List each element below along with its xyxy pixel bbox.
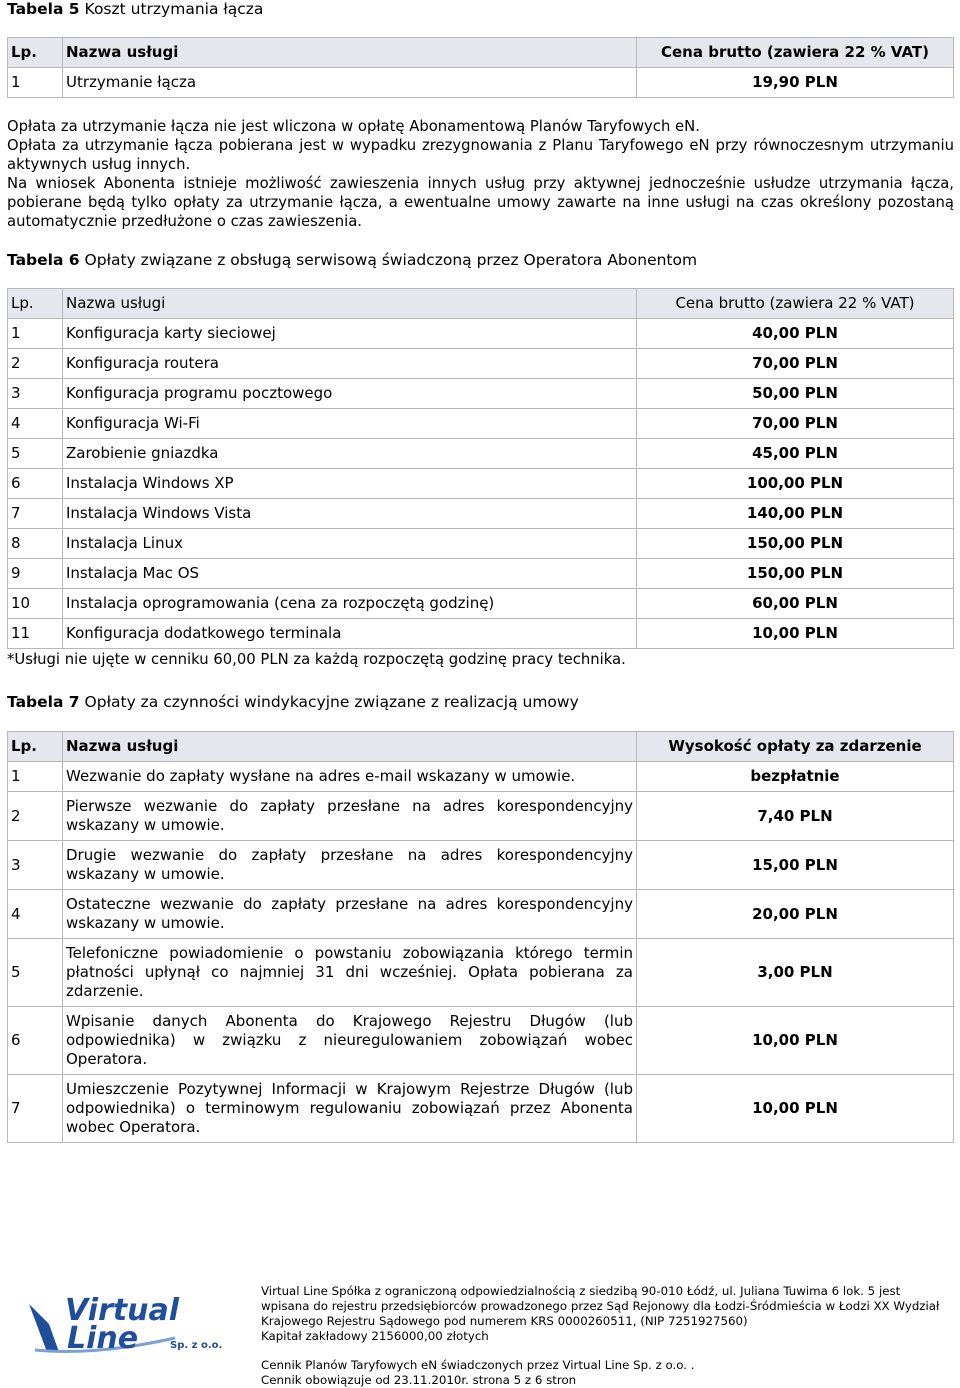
service-name-cell: Ostateczne wezwanie do zapłaty przesłane na adres korespondencyjny wskazany w umowie.	[63, 890, 637, 939]
table-row	[8, 890, 954, 939]
table6-caption	[7, 251, 697, 269]
table7-header-name: Nazwa usługi	[63, 732, 637, 762]
table-row	[8, 439, 954, 469]
service-name-cell: Instalacja Windows XP	[63, 469, 637, 499]
table6-footnote: *Usługi nie ujęte w cenniku 60,00 PLN za każdą rozpoczętą godzinę pracy technika.	[7, 651, 626, 668]
logo-word-line: Line	[67, 1321, 139, 1356]
price-cell: 7,40 PLN	[637, 792, 954, 841]
table-row	[8, 559, 954, 589]
lp-cell: 4	[8, 409, 63, 439]
lp-cell: 1	[8, 762, 63, 792]
lp-cell: 3	[8, 379, 63, 409]
logo-word-virtual: Virtual	[65, 1293, 179, 1328]
price-cell: bezpłatnie	[637, 762, 954, 792]
table-row	[8, 499, 954, 529]
lp-cell: 2	[8, 792, 63, 841]
price-cell: 20,00 PLN	[637, 890, 954, 939]
price-cell: 100,00 PLN	[637, 469, 954, 499]
service-name-cell: Konfiguracja routera	[63, 349, 637, 379]
service-name-cell: Zarobienie gniazdka	[63, 439, 637, 469]
service-name-cell: Instalacja Windows Vista	[63, 499, 637, 529]
lp-cell: 10	[8, 589, 63, 619]
price-cell: 150,00 PLN	[637, 529, 954, 559]
table6-header-row	[8, 289, 954, 319]
lp-cell: 1	[8, 319, 63, 349]
table6-header-name: Nazwa usługi	[63, 289, 637, 319]
footer-line-5: Cennik Planów Taryfowych eN świadczonych przez Virtual Line Sp. z o.o. .	[261, 1358, 695, 1372]
table6-header-lp: Lp.	[8, 289, 63, 319]
lp-cell: 3	[8, 841, 63, 890]
footer-spacer	[261, 1344, 951, 1358]
note-paragraph-1: Opłata za utrzymanie łącza nie jest wliczona w opłatę Abonamentową Planów Taryfowych eN.	[7, 118, 700, 135]
table6-caption-text: Opłaty związane z obsługą serwisową świadczoną przez Operatora Abonentom	[84, 251, 698, 269]
lp-cell: 2	[8, 349, 63, 379]
table5	[7, 37, 954, 98]
footer-line-1: Virtual Line Spółka z ograniczoną odpowiedzialnością z siedzibą 90-010 Łódź, ul. Juliana Tuwima 6 lok. 5 jest	[261, 1284, 901, 1298]
page-footer	[261, 1284, 951, 1388]
service-name-cell: Konfiguracja karty sieciowej	[63, 319, 637, 349]
table7-header-row	[8, 732, 954, 762]
table-row	[8, 319, 954, 349]
service-name-cell: Utrzymanie łącza	[63, 68, 637, 98]
price-cell: 50,00 PLN	[637, 379, 954, 409]
table5-header-name: Nazwa usługi	[63, 38, 637, 68]
table-row	[8, 1007, 954, 1075]
price-cell: 15,00 PLN	[637, 841, 954, 890]
table7-caption-label: Tabela 7	[7, 693, 80, 711]
lp-cell: 8	[8, 529, 63, 559]
service-name-cell: Wpisanie danych Abonenta do Krajowego Rejestru Długów (lub odpowiednika) w związku z nieuregulowaniem zobowiązań wobec Operatora.	[63, 1007, 637, 1075]
table5-caption-text: Koszt utrzymania łącza	[84, 0, 264, 18]
service-name-cell: Wezwanie do zapłaty wysłane na adres e-mail wskazany w umowie.	[63, 762, 637, 792]
table-row	[8, 68, 954, 98]
table7-caption	[7, 693, 579, 711]
table5-header-row	[8, 38, 954, 68]
service-name-cell: Telefoniczne powiadomienie o powstaniu zobowiązania którego termin płatności upłynął co najmniej 31 dni wcześniej. Opłata pobierana za zdarzenie.	[63, 939, 637, 1007]
price-cell: 10,00 PLN	[637, 1075, 954, 1143]
lp-cell: 9	[8, 559, 63, 589]
lp-cell: 6	[8, 469, 63, 499]
lp-cell: 4	[8, 890, 63, 939]
table-row	[8, 529, 954, 559]
service-name-cell: Drugie wezwanie do zapłaty przesłane na adres korespondencyjny wskazany w umowie.	[63, 841, 637, 890]
footer-line-4: Kapitał zakładowy 2156000,00 złotych	[261, 1329, 489, 1343]
service-name-cell: Umieszczenie Pozytywnej Informacji w Krajowym Rejestrze Długów (lub odpowiednika) o terminowym regulowaniu zobowiązań przez Abonenta wobec Operatora.	[63, 1075, 637, 1143]
service-name-cell: Konfiguracja dodatkowego terminala	[63, 619, 637, 649]
service-name-cell: Konfiguracja programu pocztowego	[63, 379, 637, 409]
table5-caption-label: Tabela 5	[7, 0, 80, 18]
price-cell: 45,00 PLN	[637, 439, 954, 469]
price-cell: 60,00 PLN	[637, 589, 954, 619]
table7-caption-text: Opłaty za czynności windykacyjne związane z realizacją umowy	[84, 693, 579, 711]
table-row	[8, 409, 954, 439]
table7	[7, 731, 954, 1143]
price-cell: 19,90 PLN	[637, 68, 954, 98]
logo-v-mark	[29, 1304, 59, 1352]
lp-cell: 5	[8, 439, 63, 469]
table-row	[8, 762, 954, 792]
price-cell: 70,00 PLN	[637, 349, 954, 379]
lp-cell: 6	[8, 1007, 63, 1075]
table5-header-lp: Lp.	[8, 38, 63, 68]
virtual-line-logo	[25, 1290, 230, 1360]
service-name-cell: Konfiguracja Wi-Fi	[63, 409, 637, 439]
table6	[7, 288, 954, 649]
price-cell: 150,00 PLN	[637, 559, 954, 589]
lp-cell: 7	[8, 1075, 63, 1143]
price-cell: 40,00 PLN	[637, 319, 954, 349]
footer-line-3: Krajowego Rejestru Sądowego pod numerem KRS 0000260511, (NIP 7251927560)	[261, 1314, 748, 1328]
table-row	[8, 349, 954, 379]
table-row	[8, 792, 954, 841]
service-name-cell: Instalacja Mac OS	[63, 559, 637, 589]
table-row	[8, 619, 954, 649]
table7-header-lp: Lp.	[8, 732, 63, 762]
table5-caption	[7, 0, 263, 18]
lp-cell: 1	[8, 68, 63, 98]
table-row	[8, 379, 954, 409]
table6-header-price: Cena brutto (zawiera 22 % VAT)	[637, 289, 954, 319]
lp-cell: 5	[8, 939, 63, 1007]
service-name-cell: Instalacja oprogramowania (cena za rozpoczętą godzinę)	[63, 589, 637, 619]
service-name-cell: Pierwsze wezwanie do zapłaty przesłane na adres korespondencyjny wskazany w umowie.	[63, 792, 637, 841]
note-paragraph-2: Opłata za utrzymanie łącza pobierana jest w wypadku zrezygnowania z Planu Taryfowego eN przy równoczesnym utrzymaniu aktywnych usług innych.	[7, 137, 954, 173]
footer-line-2: wpisana do rejestru przedsiębiorców prowadzonego przez Sąd Rejonowy dla Łodzi-Śródmieścia w Łodzi XX Wydział	[261, 1299, 940, 1313]
table-row	[8, 939, 954, 1007]
price-cell: 140,00 PLN	[637, 499, 954, 529]
price-cell: 3,00 PLN	[637, 939, 954, 1007]
price-cell: 10,00 PLN	[637, 1007, 954, 1075]
table5-header-price: Cena brutto (zawiera 22 % VAT)	[637, 38, 954, 68]
lp-cell: 7	[8, 499, 63, 529]
price-cell: 10,00 PLN	[637, 619, 954, 649]
price-cell: 70,00 PLN	[637, 409, 954, 439]
table-row	[8, 469, 954, 499]
table7-header-price: Wysokość opłaty za zdarzenie	[637, 732, 954, 762]
table-row	[8, 841, 954, 890]
footer-line-6: Cennik obowiązuje od 23.11.2010r. strona 5 z 6 stron	[261, 1373, 577, 1387]
table-row	[8, 1075, 954, 1143]
lp-cell: 11	[8, 619, 63, 649]
service-name-cell: Instalacja Linux	[63, 529, 637, 559]
logo-suffix: Sp. z o.o.	[170, 1340, 223, 1351]
note-paragraph-3: Na wniosek Abonenta istnieje możliwość zawieszenia innych usług przy aktywnej jednocześnie usłudze utrzymania łącza, pobierane będą tylko opłaty za utrzymanie łącza, a ewentualne umowy zawarte na inne usługi na czas określony pozostaną automatycznie przedłużone o czas zawieszenia.	[7, 175, 954, 230]
table-row	[8, 589, 954, 619]
table6-caption-label: Tabela 6	[7, 251, 80, 269]
